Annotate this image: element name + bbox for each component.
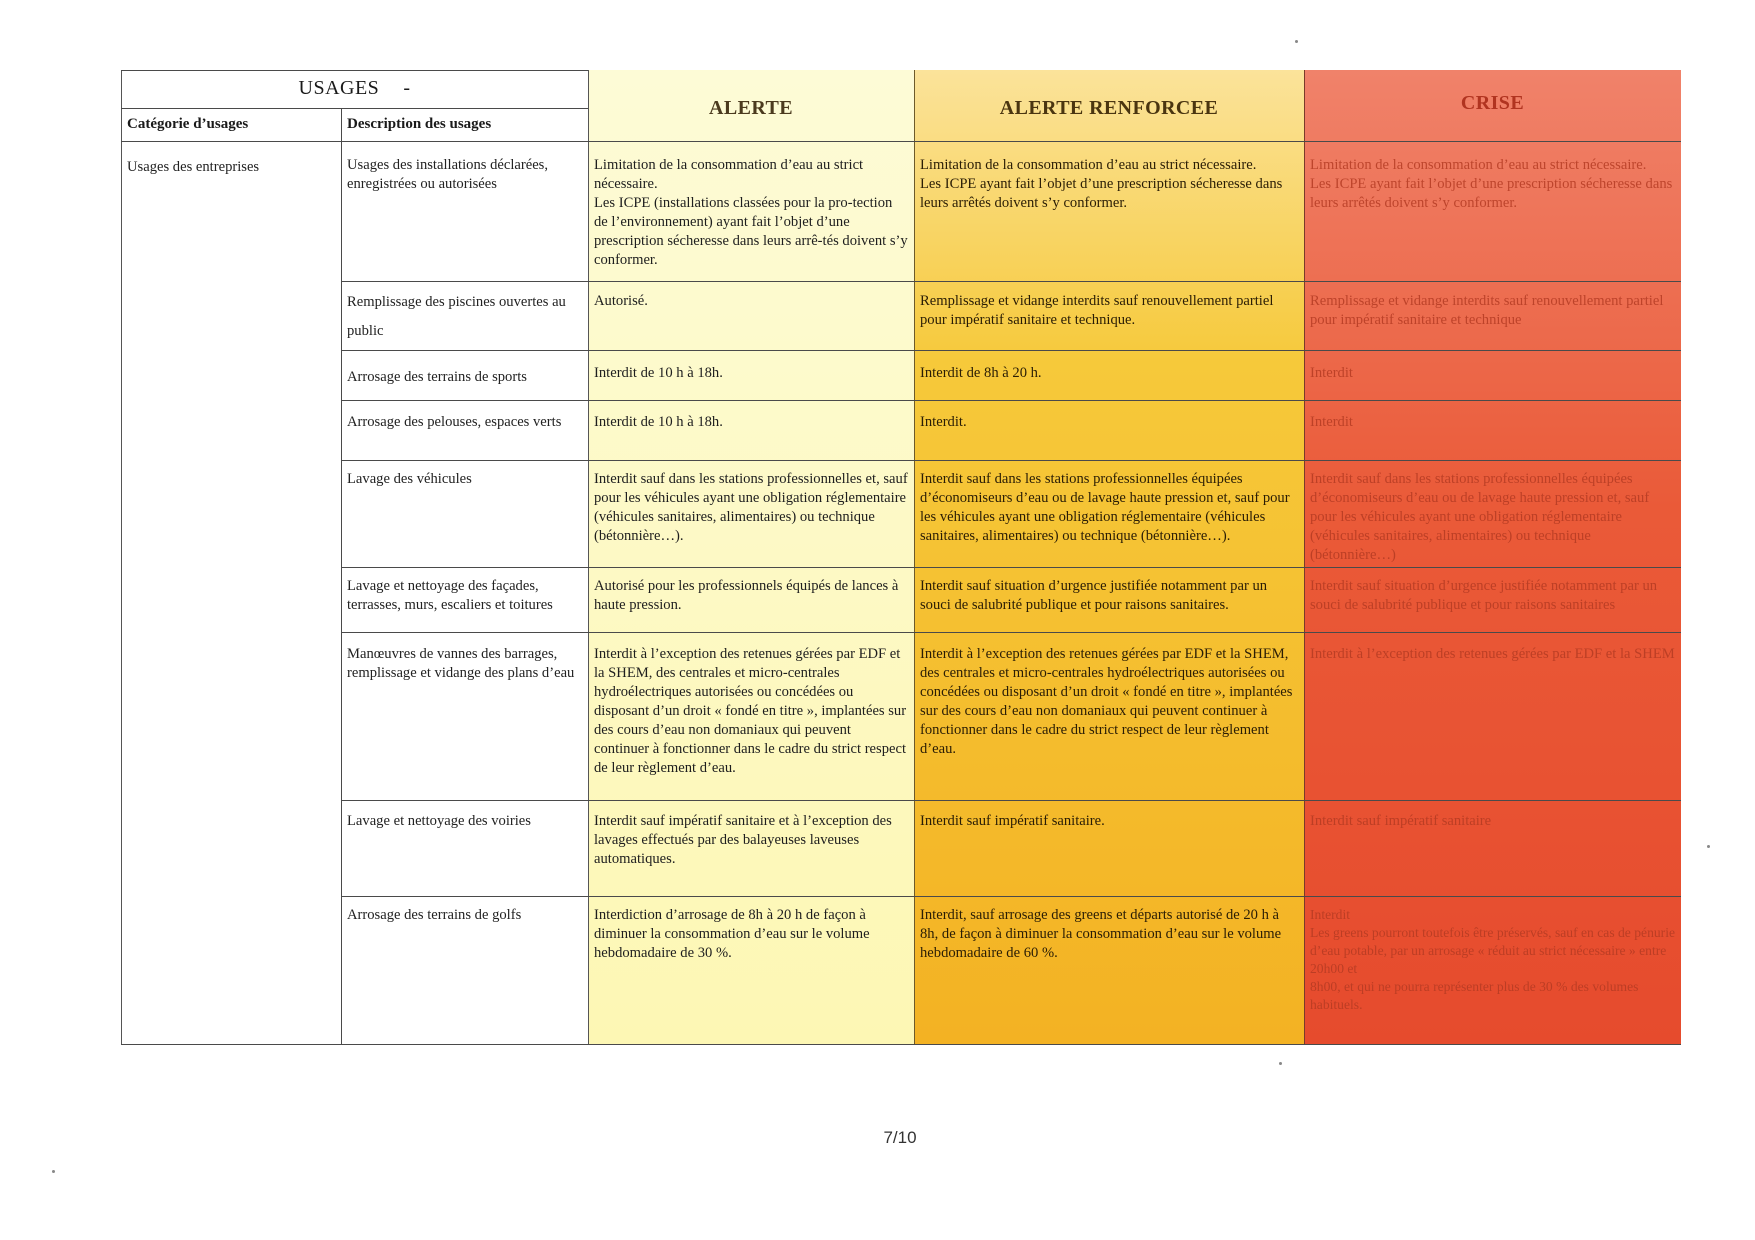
crise-measure: Interdit (1310, 365, 1353, 381)
alerte-renforcee-measure: Interdit sauf dans les stations professionnelles équipées d’économiseurs d’eau ou de lavage haute pression et, sauf pour les véhicules ayant une obligation réglementaire (véhicules sanitaires, alimentaires) ou technique (bétonnière…). (920, 471, 1290, 544)
alerte-header: ALERTE (709, 97, 793, 119)
header-top-rule (121, 70, 588, 71)
scan-speck (1279, 1062, 1282, 1065)
row-rule (341, 896, 1681, 897)
usage-description: Lavage et nettoyage des voiries (347, 813, 531, 829)
category-column-header: Catégorie d’usages (127, 116, 249, 132)
alerte-renforcee-column (914, 70, 1304, 1045)
alerte-renforcee-measure: Interdit à l’exception des retenues gérées par EDF et la SHEM, des centrales et micro-centrales hydroélectriques autorisées ou concédées ou disposant d’un droit « fondé en titre », implantées sur des cours d’eau non domaniaux qui peuvent continuer à fonctionner dans le cadre du strict respect de leur règlement d’eau. (920, 646, 1293, 757)
crise-measure: Interdit sauf impératif sanitaire (1310, 813, 1492, 829)
usage-description: Arrosage des pelouses, espaces verts (347, 414, 562, 430)
alerte-measure: Autorisé pour les professionnels équipés de lances à haute pression. (594, 578, 899, 613)
alerte-measure: Autorisé. (594, 293, 648, 309)
alerte-renforcee-measure: Interdit. (920, 414, 967, 430)
crise-measure: Interdit à l’exception des retenues gérées par EDF et la SHEM (1310, 646, 1675, 662)
usage-description: Lavage et nettoyage des façades, terrasses, murs, escaliers et toitures (347, 578, 553, 613)
usage-description: Manœuvres de vannes des barrages, remplissage et vidange des plans d’eau (347, 646, 575, 681)
usage-description: Lavage des véhicules (347, 471, 472, 487)
crise-measure: Remplissage et vidange interdits sauf renouvellement partiel pour impératif sanitaire et technique (1310, 293, 1664, 328)
row-rule (341, 800, 1681, 801)
alerte-measure: Limitation de la consommation d’eau au strict nécessaire. Les ICPE (installations classées pour la pro-tection de l’environnement) ayant fait l’objet d’une prescription sécheresse dans leurs arrê-tés doivent s’y conformer. (594, 157, 908, 268)
crise-measure: Limitation de la consommation d’eau au strict nécessaire. Les ICPE ayant fait l’objet d’une prescription sécheresse dans leurs arrêtés doivent s’y conformer. (1310, 157, 1673, 211)
alerte-renforcee-measure: Interdit de 8h à 20 h. (920, 365, 1042, 381)
header-bottom-rule (121, 141, 1681, 142)
scan-speck (52, 1170, 55, 1173)
usages-header (121, 70, 588, 108)
alerte-measure: Interdiction d’arrosage de 8h à 20 h de façon à diminuer la consommation d’eau sur le volume hebdomadaire de 30 %. (594, 907, 870, 961)
alerte-measure: Interdit de 10 h à 18h. (594, 365, 723, 381)
alerte-renforcee-measure: Interdit sauf impératif sanitaire. (920, 813, 1105, 829)
usage-description: Usages des installations déclarées, enregistrées ou autorisées (347, 157, 549, 192)
water-restriction-table (121, 70, 1681, 1045)
scan-speck (1295, 40, 1298, 43)
row-rule (341, 632, 1681, 633)
alerte-renforcee-measure: Limitation de la consommation d’eau au strict nécessaire. Les ICPE ayant fait l’objet d’une prescription sécheresse dans leurs arrêtés doivent s’y conformer. (920, 157, 1283, 211)
crise-measure: Interdit (1310, 414, 1353, 430)
category-cell: Usages des entreprises (127, 159, 260, 175)
alerte-renforcee-measure: Interdit, sauf arrosage des greens et départs autorisé de 20 h à 8h, de façon à diminuer la consommation d’eau sur le volume hebdomadaire de 60 %. (920, 907, 1282, 961)
crise-measure: Interdit sauf situation d’urgence justifiée notamment par un souci de salubrité publique et pour raisons sanitaires (1310, 578, 1658, 613)
usages-header-mark: - (403, 77, 411, 99)
usages-column (121, 70, 588, 1045)
scan-speck (1707, 845, 1710, 848)
usage-description: Arrosage des terrains de sports (347, 369, 527, 385)
alerte-renforcee-header: ALERTE RENFORCEE (999, 97, 1219, 119)
alerte-measure: Interdit de 10 h à 18h. (594, 414, 723, 430)
usage-description: Arrosage des terrains de golfs (347, 907, 522, 923)
crise-header: CRISE (1460, 92, 1525, 114)
row-rule (341, 567, 1681, 568)
alerte-measure: Interdit sauf dans les stations professionnelles et, sauf pour les véhicules ayant une obligation réglementaire (véhicules sanitaires, alimentaires) ou technique (bétonnière…). (594, 471, 908, 544)
usages-header-label: USAGES (298, 77, 380, 99)
crise-measure: Interdit sauf dans les stations professionnelles équipées d’économiseurs d’eau ou de lavage haute pression et, sauf pour les véhicules ayant une obligation réglementaire (véhicules sanitaires, alimentaires) ou technique (bétonnière…) (1310, 471, 1650, 563)
alerte-measure: Interdit à l’exception des retenues gérées par EDF et la SHEM, des centrales et micro-centrales hydroélectriques autorisées ou concédées ou disposant d’un droit « fondé en titre », implantées sur des cours d’eau non domaniaux qui peuvent continuer à fonctionner dans le cadre du strict respect de leur règlement d’eau. (594, 646, 907, 776)
row-rule (341, 400, 1681, 401)
page-number: 7/10 (883, 1128, 917, 1147)
description-column-header: Description des usages (347, 116, 492, 132)
row-rule (341, 460, 1681, 461)
row-rule (341, 350, 1681, 351)
alerte-renforcee-measure: Remplissage et vidange interdits sauf renouvellement partiel pour impératif sanitaire et technique. (920, 293, 1274, 328)
row-rule (341, 281, 1681, 282)
alerte-measure: Interdit sauf impératif sanitaire et à l’exception des lavages effectués par des balayeuses laveuses automatiques. (594, 813, 892, 867)
alerte-renforcee-measure: Interdit sauf situation d’urgence justifiée notamment par un souci de salubrité publique et pour raisons sanitaires. (920, 578, 1268, 613)
header-mid-rule (121, 108, 588, 109)
crise-measure: Interdit Les greens pourront toutefois être préservés, sauf en cas de pénurie d’eau potable, par un arrosage « réduit au strict nécessaire » entre 20h00 et 8h00, et qui ne pourra représenter plus de 30 % des volumes habituels. (1310, 907, 1676, 1012)
usage-description: Remplissage des piscines ouvertes au public (347, 294, 566, 339)
table-bottom-rule (121, 1044, 1681, 1045)
